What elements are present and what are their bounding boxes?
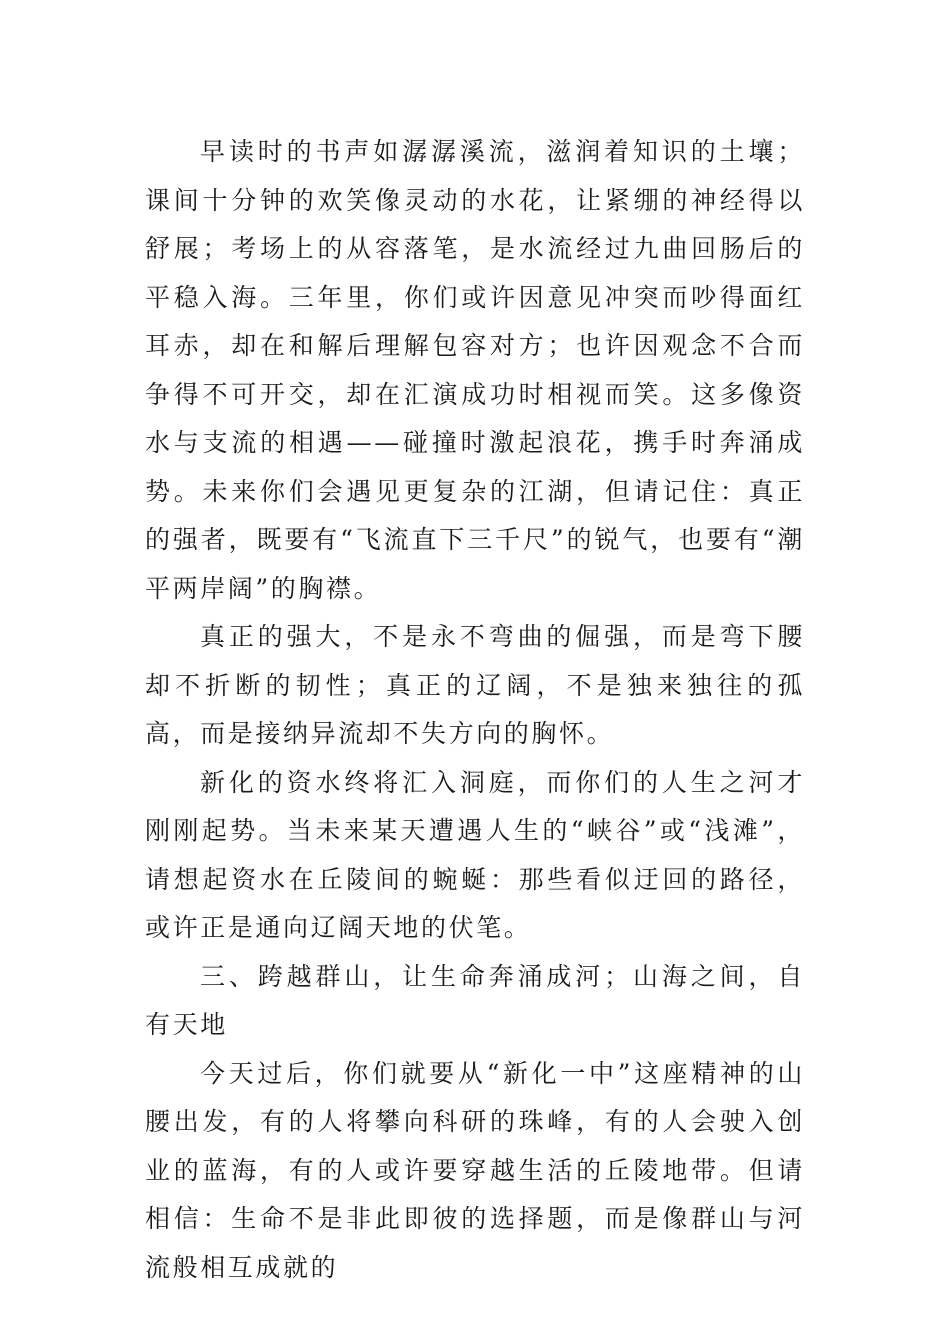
paragraph-true-strength: 真正的强大，不是永不弯曲的倔强，而是弯下腰却不折断的韧性；真正的辽阔，不是独来独往的孤高，而是接纳异流却不失方向的胸怀。	[145, 622, 805, 748]
section-heading-three: 三、跨越群山，让生命奔涌成河；山海之间，自有天地	[145, 961, 805, 1039]
paragraph-school-life: 早读时的书声如潺潺溪流，滋润着知识的土壤；课间十分钟的欢笑像灵动的水花，让紧绷的神经得以舒展；考场上的从容落笔，是水流经过九曲回肠后的平稳入海。三年里，你们或许因意见冲突而吵得面红耳赤，却在和解后理解包容对方；也许因观念不合而争得不可开交，却在汇演成功时相视而笑。这多像资水与支流的相遇——碰撞时激起浪花，携手时奔涌成势。未来你们会遇见更复杂的江湖，但请记住：真正的强者，既要有“飞流直下三千尺”的锐气，也要有“潮平两岸阔”的胸襟。	[145, 137, 805, 603]
paragraph-after-today: 今天过后，你们就要从“新化一中”这座精神的山腰出发，有的人将攀向科研的珠峰，有的人会驶入创业的蓝海，有的人或许要穿越生活的丘陵地带。但请相信：生命不是非此即彼的选择题，而是像群山与河流般相互成就的	[145, 1058, 805, 1282]
paragraph-zishui-river: 新化的资水终将汇入洞庭，而你们的人生之河才刚刚起势。当未来某天遭遇人生的“峡谷”或“浅滩”，请想起资水在丘陵间的蜿蜒：那些看似迂回的路径，或许正是通向辽阔天地的伏笔。	[145, 767, 805, 942]
document-body	[145, 128, 805, 1292]
